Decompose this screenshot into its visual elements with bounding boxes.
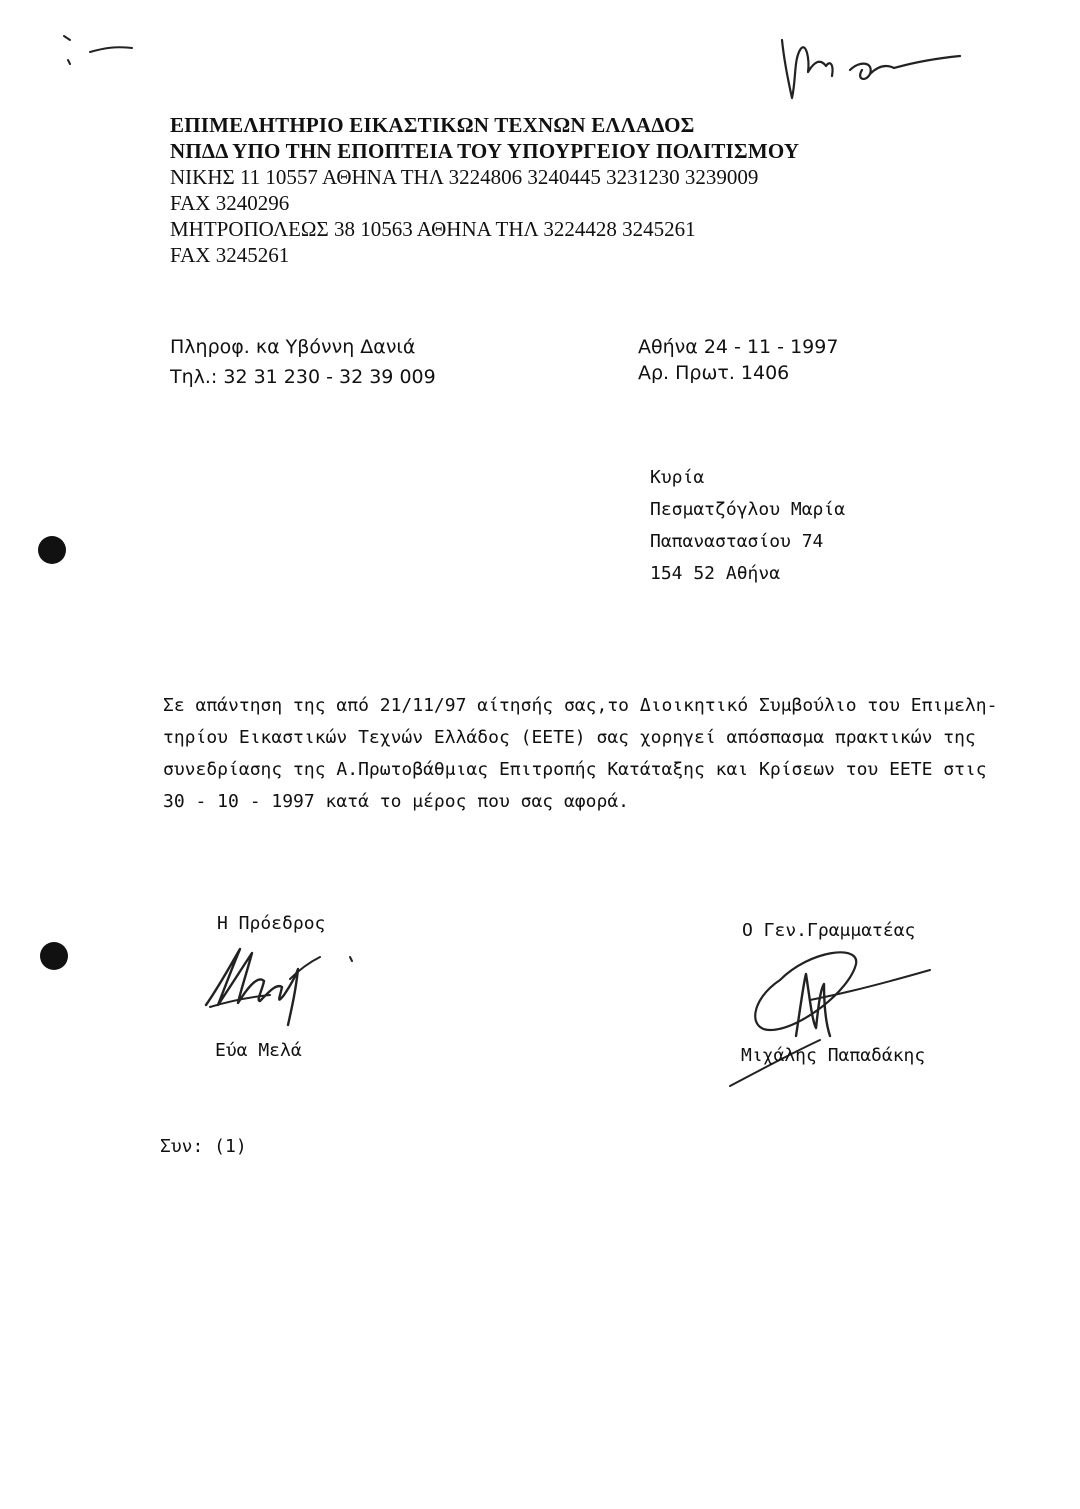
contact-person: Πληροφ. κα Υβόννη Δανιά	[170, 336, 416, 358]
letter-date: Αθήνα 24 - 11 - 1997	[638, 336, 839, 358]
recipient-name: Πεσματζόγλου Μαρία	[650, 499, 846, 520]
body-line: τηρίου Εικαστικών Τεχνών Ελλάδος (ΕΕΤΕ) σας χορηγεί απόσπασμα πρακτικών της	[163, 727, 976, 748]
left-signatory-title: Η Πρόεδρος	[217, 913, 326, 934]
protocol-number: Αρ. Πρωτ. 1406	[638, 362, 790, 384]
letterhead-fax-2: FAX 3245261	[170, 243, 290, 267]
corner-mark	[60, 30, 140, 70]
recipient-city: 154 52 Αθήνα	[650, 563, 781, 584]
letterhead-address-1: ΝΙΚΗΣ 11 10557 ΑΘΗΝΑ ΤΗΛ 3224806 3240445 3231230 3239009	[170, 165, 759, 189]
contact-phone: Τηλ.: 32 31 230 - 32 39 009	[170, 366, 436, 388]
body-line: συνεδρίασης της Α.Πρωτοβάθμιας Επιτροπής Κατάταξης και Κρίσεων του ΕΕΤΕ στις	[163, 759, 987, 780]
body-line: Σε απάντηση της από 21/11/97 αίτησής σας,το Διοικητικό Συμβούλιο του Επιμελη-	[163, 695, 998, 716]
punch-hole-top	[38, 536, 66, 564]
recipient-street: Παπαναστασίου 74	[650, 531, 824, 552]
letterhead-supervision: ΝΠΔΔ ΥΠΟ ΤΗΝ ΕΠΟΠΤΕΙΑ ΤΟΥ ΥΠΟΥΡΓΕΙΟΥ ΠΟΛΙΤΙΣΜΟΥ	[170, 139, 800, 163]
right-signatory-name: Μιχάλης Παπαδάκης	[741, 1045, 926, 1066]
right-signature	[720, 940, 940, 1090]
letterhead-fax-1: FAX 3240296	[170, 191, 290, 215]
left-signature	[200, 935, 370, 1035]
body-line: 30 - 10 - 1997 κατά το μέρος που σας αφορά.	[163, 791, 629, 812]
letterhead-org-name: ΕΠΙΜΕΛΗΤΗΡΙΟ ΕΙΚΑΣΤΙΚΩΝ ΤΕΧΝΩΝ ΕΛΛΑΔΟΣ	[170, 113, 695, 137]
recipient-salutation: Κυρία	[650, 467, 705, 488]
letterhead-address-2: ΜΗΤΡΟΠΟΛΕΩΣ 38 10563 ΑΘΗΝΑ ΤΗΛ 3224428 3245261	[170, 217, 696, 241]
enclosure-note: Συν: (1)	[160, 1136, 247, 1157]
letterhead	[170, 112, 799, 268]
left-signatory-name: Εύα Μελά	[215, 1040, 302, 1061]
date-block	[638, 334, 838, 386]
recipient-address	[650, 462, 845, 590]
punch-hole-bottom	[40, 942, 68, 970]
letter-body	[163, 690, 1023, 818]
right-signatory-title: Ο Γεν.Γραμματέας	[742, 920, 916, 941]
handwritten-note	[770, 20, 990, 110]
contact-info	[170, 332, 436, 392]
